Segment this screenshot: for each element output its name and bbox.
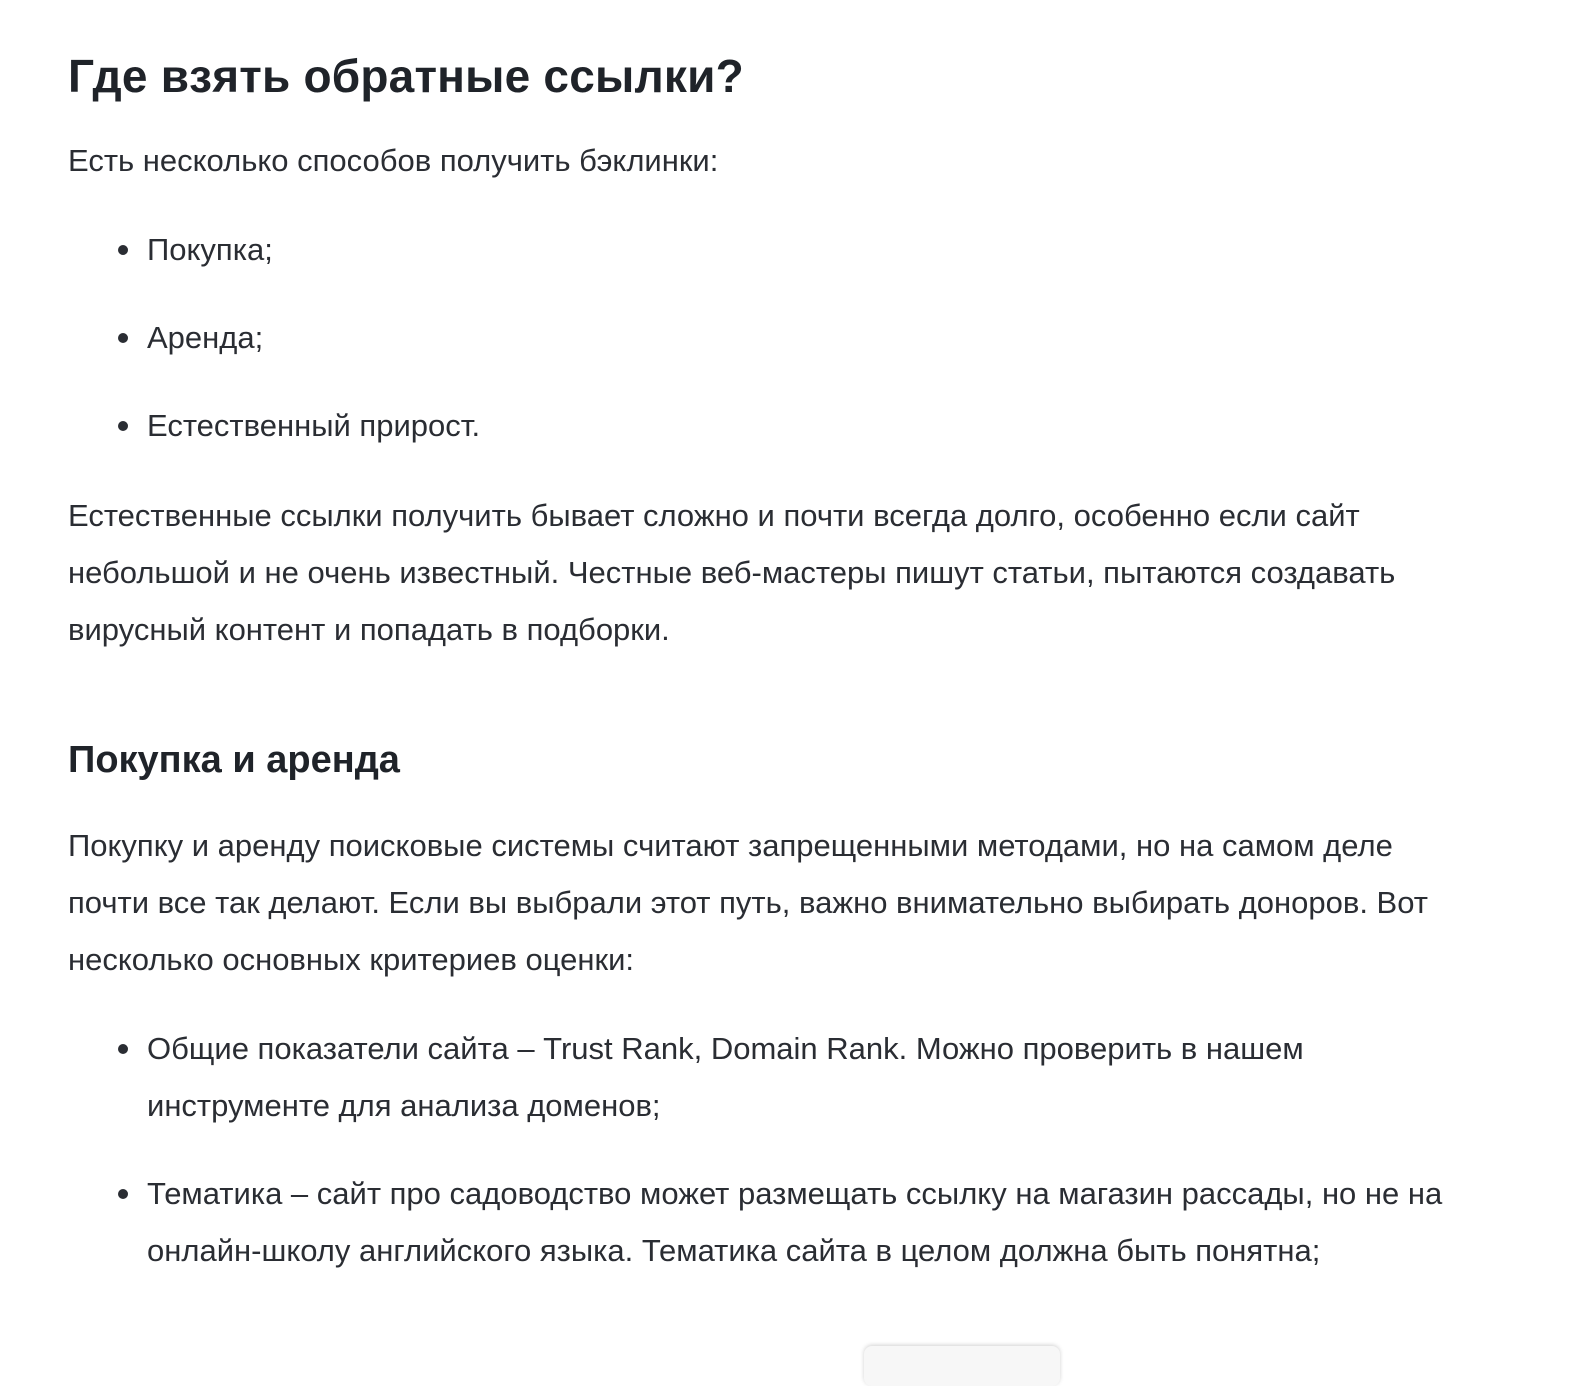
list-item: Покупка;: [68, 221, 1508, 278]
intro-paragraph: Есть несколько способов получить бэклинки:: [68, 143, 719, 178]
bullet-icon: [118, 421, 128, 431]
methods-list: [68, 221, 1508, 454]
bullet-icon: [118, 333, 128, 343]
list-item: Общие показатели сайта – Trust Rank, Domain Rank. Можно проверить в нашем инструменте для анализа доменов;: [68, 1020, 1498, 1134]
page-title: Где взять обратные ссылки?: [68, 50, 744, 102]
natural-links-paragraph: Естественные ссылки получить бывает сложно и почти всегда долго, особенно если сайт небольшой и не очень известный. Честные веб-мастеры пишут статьи, пытаются создавать вирусный контент и попадать в подборки.: [68, 498, 1396, 647]
bullet-icon: [118, 1044, 128, 1054]
list-item: Естественный прирост.: [68, 397, 1508, 454]
bullet-icon: [118, 1189, 128, 1199]
criteria-list: [68, 1020, 1498, 1279]
buy-rent-paragraph: Покупку и аренду поисковые системы считают запрещенными методами, но на самом деле почти все так делают. Если вы выбрали этот путь, важно внимательно выбирать доноров. Вот несколько основных критериев оценки:: [68, 828, 1428, 977]
floating-widget[interactable]: [864, 1346, 1060, 1386]
list-item: Аренда;: [68, 309, 1508, 366]
section-heading: Покупка и аренда: [68, 739, 400, 781]
list-item: Тематика – сайт про садоводство может размещать ссылку на магазин рассады, но не на онлайн-школу английского языка. Тематика сайта в целом должна быть понятна;: [68, 1165, 1498, 1279]
bullet-icon: [118, 245, 128, 255]
